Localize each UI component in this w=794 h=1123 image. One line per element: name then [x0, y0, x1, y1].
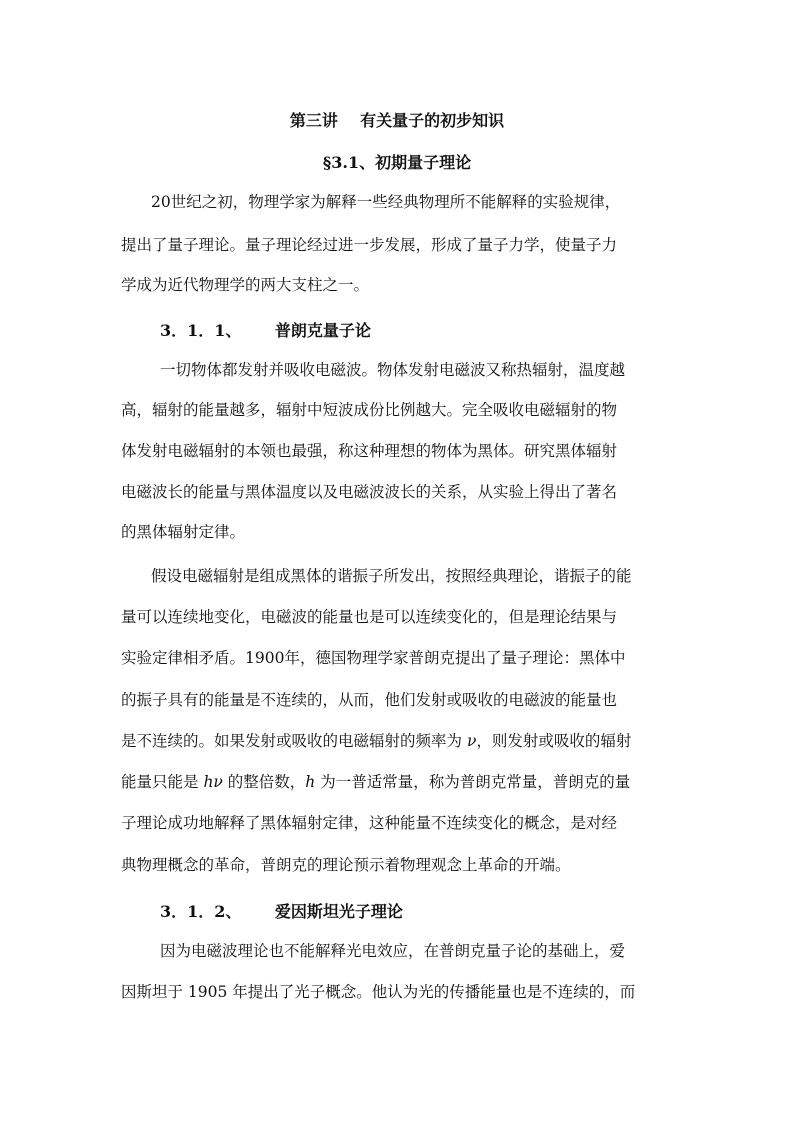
sub2-p1-line-1: 因为电磁波理论也不能解释光电效应，在普朗克量子论的基础上，爱 — [160, 942, 626, 960]
sub1-p2-line-6-text-c: 为一普适常量，称为普朗克常量，普朗克的量 — [315, 773, 631, 791]
planck-constant-symbol: h — [305, 773, 316, 791]
lecture-title: 第三讲 有关量子的初步知识 — [289, 111, 505, 130]
sub1-p2-line-4: 的振子具有的能量是不连续的，从而，他们发射或吸收的电磁波的能量也 — [121, 691, 618, 709]
sub1-p2-line-6-text-a: 能量只能是 — [121, 773, 204, 791]
sub1-p2-line-3: 实验定律相矛盾。1900年，德国物理学家普朗克提出了量子理论：黑体中 — [121, 649, 626, 667]
sub1-p2-line-7: 子理论成功地解释了黑体辐射定律，这种能量不连续变化的概念，是对经 — [121, 814, 618, 832]
energy-quantum-symbol: hν — [203, 773, 223, 791]
sub2-p1-line-2: 因斯坦于 1905 年提出了光子概念。他认为光的传播能量也是不连续的，而 — [121, 983, 636, 1001]
sub1-p1-line-3: 体发射电磁辐射的本领也最强，称这种理想的物体为黑体。研究黑体辐射 — [121, 442, 618, 460]
sub1-p2-line-5-text-b: ，则发射或吸收的辐射 — [476, 732, 632, 750]
intro-line-2: 提出了量子理论。量子理论经过进一步发展，形成了量子力学，使量子力 — [121, 236, 618, 254]
subsection-title-1: 3．1．1、 普朗克量子论 — [160, 321, 371, 340]
sub1-p2-line-8: 典物理概念的革命，普朗克的理论预示着物理观念上革命的开端。 — [121, 856, 571, 874]
sub1-p2-line-1: 假设电磁辐射是组成黑体的谐振子所发出，按照经典理论，谐振子的能 — [151, 567, 632, 585]
intro-line-1: 20世纪之初，物理学家为解释一些经典物理所不能解释的实验规律， — [151, 193, 621, 211]
sub1-p2-line-5-text-a: 是不连续的。如果发射或吸收的电磁辐射的频率为 — [121, 732, 467, 750]
section-title: §3.1、初期量子理论 — [322, 153, 472, 172]
sub1-p1-line-5: 的黑体辐射定律。 — [121, 523, 246, 541]
subsection-title-2: 3．1．2、 爱因斯坦光子理论 — [160, 902, 403, 921]
sub1-p1-line-4: 电磁波长的能量与黑体温度以及电磁波波长的关系，从实验上得出了著名 — [121, 483, 618, 501]
sub1-p2-line-6 — [121, 772, 630, 792]
frequency-symbol: ν — [466, 732, 477, 750]
sub1-p2-line-5 — [121, 731, 631, 751]
sub1-p2-line-2: 量可以连续地变化，电磁波的能量也是可以连续变化的，但是理论结果与 — [121, 608, 618, 626]
sub1-p2-line-6-text-b: 的整倍数， — [222, 773, 306, 791]
intro-line-3: 学成为近代物理学的两大支柱之一。 — [121, 276, 370, 294]
sub1-p1-line-1: 一切物体都发射并吸收电磁波。物体发射电磁波又称热辐射，温度越 — [160, 361, 626, 379]
sub1-p1-line-2: 高，辐射的能量越多，辐射中短波成份比例越大。完全吸收电磁辐射的物 — [121, 401, 618, 419]
